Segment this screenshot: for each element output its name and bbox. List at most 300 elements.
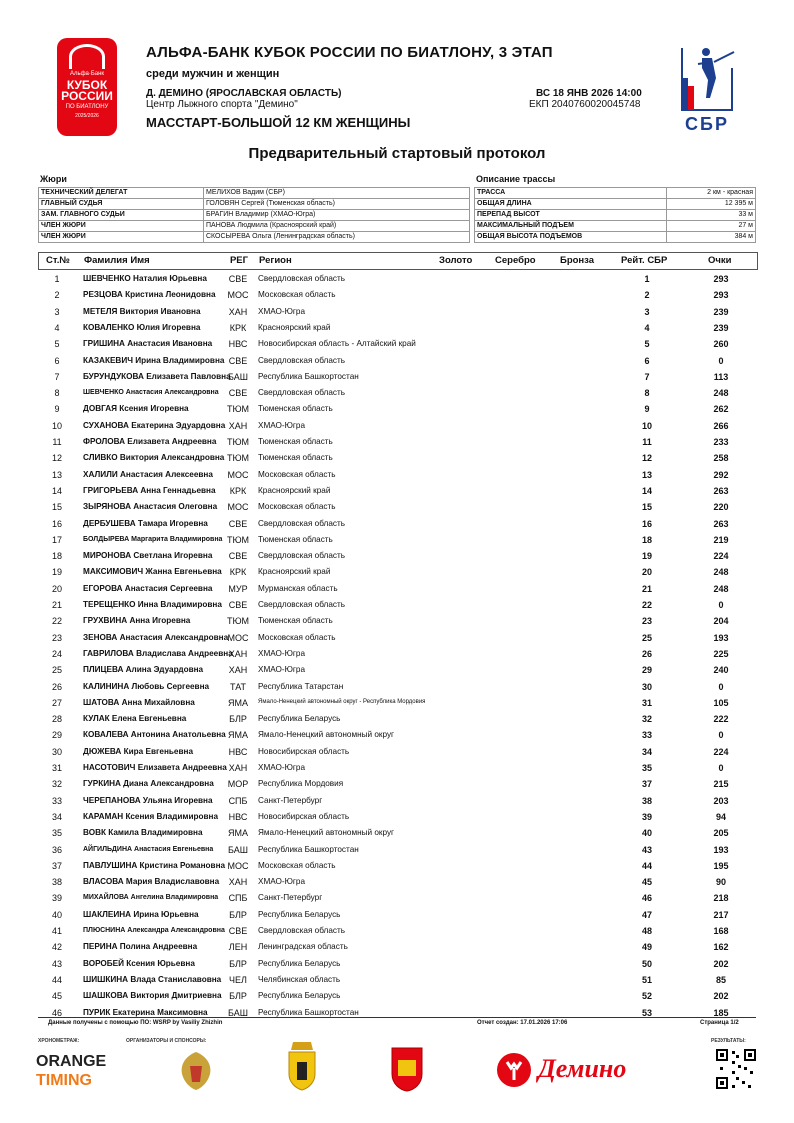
region-name: Свердловская область bbox=[258, 274, 345, 283]
table-row[interactable] bbox=[38, 825, 756, 841]
sbr-rank: 31 bbox=[641, 697, 652, 708]
start-number: 29 bbox=[51, 730, 62, 741]
table-row[interactable] bbox=[38, 385, 756, 401]
region-code: ЧЕЛ bbox=[229, 974, 247, 985]
jury-label: ТЕХНИЧЕСКИЙ ДЕЛЕГАТ bbox=[39, 188, 204, 199]
timing-label: ХРОНОМЕТРАЖ: bbox=[38, 1038, 80, 1044]
athlete-name: ГРИГОРЬЕВА Анна Геннадьевна bbox=[83, 485, 216, 495]
district-emblem-icon bbox=[390, 1046, 424, 1092]
table-row[interactable] bbox=[38, 956, 756, 972]
start-number: 42 bbox=[51, 942, 62, 953]
course-row bbox=[475, 221, 756, 232]
jury-row bbox=[39, 210, 470, 221]
region-code: ТЮМ bbox=[226, 404, 250, 415]
start-number: 40 bbox=[51, 909, 62, 920]
table-row[interactable] bbox=[38, 939, 756, 955]
region-code: БЛР bbox=[229, 909, 247, 920]
region-code: НВС bbox=[228, 811, 248, 822]
table-row[interactable] bbox=[38, 483, 756, 499]
points: 258 bbox=[713, 453, 729, 464]
jury-table bbox=[38, 187, 470, 243]
sbr-rank: 49 bbox=[641, 942, 652, 953]
points: 203 bbox=[713, 795, 729, 806]
region-name: Ямало-Ненецкий автономный округ bbox=[258, 730, 395, 740]
course-row bbox=[475, 199, 756, 210]
region-code: ХАН bbox=[228, 648, 248, 659]
points: 205 bbox=[713, 828, 729, 839]
region-code: МОС bbox=[227, 860, 249, 871]
region-code: БЛР bbox=[229, 991, 247, 1002]
athlete-name: ПАВЛУШИНА Кристина Романовна bbox=[83, 860, 226, 870]
region-code: НВС bbox=[228, 746, 248, 757]
region-code: СВЕ bbox=[228, 600, 248, 610]
region-code: КРК bbox=[229, 485, 247, 496]
sbr-rank: 18 bbox=[641, 534, 652, 545]
athlete-name: КОВАЛЕНКО Юлия Игоревна bbox=[83, 322, 201, 332]
course-label: ПЕРЕПАД ВЫСОТ bbox=[475, 210, 667, 221]
table-row[interactable] bbox=[38, 499, 756, 515]
sbr-rank: 50 bbox=[641, 958, 652, 969]
start-number: 24 bbox=[51, 648, 62, 659]
sbr-rank: 12 bbox=[641, 453, 652, 464]
points: 0 bbox=[718, 763, 724, 773]
region-name: Мурманская область bbox=[258, 583, 338, 593]
course-row bbox=[475, 188, 756, 199]
athlete-name: ШАКЛЕИНА Ирина Юрьевна bbox=[83, 909, 199, 919]
course-label: ОБЩАЯ ДЛИНА bbox=[475, 199, 667, 210]
athlete-name: ГУРКИНА Диана Александровна bbox=[83, 779, 214, 789]
sbr-rank: 13 bbox=[641, 469, 652, 480]
region-name: Московская область bbox=[258, 632, 336, 642]
orange-timing-line1: ORANGE bbox=[36, 1053, 107, 1070]
col-gold: Золото bbox=[439, 255, 473, 266]
region-code: СВЕ bbox=[228, 551, 248, 562]
course-row bbox=[475, 210, 756, 221]
athlete-name: КАРАМАН Ксения Владимировна bbox=[83, 811, 219, 821]
sbr-rank: 43 bbox=[641, 844, 652, 855]
table-header bbox=[38, 252, 758, 270]
jury-value: ПАНОВА Людмила (Красноярский край) bbox=[204, 221, 470, 232]
athlete-name: КАЗАКЕВИЧ Ирина Владимировна bbox=[83, 355, 225, 365]
table-row[interactable] bbox=[38, 467, 756, 483]
sbr-rank: 33 bbox=[641, 730, 652, 741]
table-row[interactable] bbox=[38, 858, 756, 874]
sbr-rank: 20 bbox=[641, 567, 652, 578]
points: 202 bbox=[713, 991, 729, 1002]
col-no: Ст.№ bbox=[46, 255, 70, 266]
start-number: 10 bbox=[51, 420, 62, 431]
ekp-code: ЕКП 2040760020045748 bbox=[529, 99, 641, 110]
col-silver: Серебро bbox=[495, 255, 536, 266]
start-number: 21 bbox=[51, 600, 62, 610]
region-name: Ленинградская область bbox=[258, 942, 348, 952]
table-row[interactable] bbox=[38, 809, 756, 825]
start-number: 34 bbox=[51, 811, 62, 822]
points: 225 bbox=[713, 648, 729, 659]
points: 263 bbox=[713, 485, 729, 496]
table-row[interactable] bbox=[38, 434, 756, 450]
athlete-name: ШАШКОВА Виктория Дмитриевна bbox=[83, 991, 222, 1001]
start-number: 17 bbox=[51, 534, 62, 545]
region-name: Санкт-Петербург bbox=[258, 893, 323, 903]
athlete-name: ВОВК Камила Владимировна bbox=[83, 828, 203, 838]
jury-label: ЗАМ. ГЛАВНОГО СУДЬИ bbox=[39, 210, 204, 221]
cup-logo-sponsor: Альфа·Банк bbox=[69, 71, 105, 77]
athlete-name: БУРУНДУКОВА Елизавета Павловна bbox=[83, 371, 231, 381]
cup-logo-title: КУБОК РОССИИ bbox=[61, 78, 113, 103]
points: 193 bbox=[713, 844, 729, 855]
table-row[interactable] bbox=[38, 907, 756, 923]
sbr-rank: 26 bbox=[641, 648, 652, 659]
sbr-rank: 22 bbox=[641, 600, 652, 610]
jury-row bbox=[39, 199, 470, 210]
athlete-name: ПЕРИНА Полина Андреевна bbox=[83, 942, 198, 952]
table-row[interactable] bbox=[38, 630, 756, 646]
start-number: 20 bbox=[51, 583, 62, 594]
table-row[interactable] bbox=[38, 450, 756, 466]
table-row[interactable] bbox=[38, 271, 756, 287]
cup-logo-ring-icon bbox=[69, 44, 105, 69]
points: 240 bbox=[713, 665, 729, 676]
points: 248 bbox=[713, 388, 729, 399]
points: 162 bbox=[713, 942, 729, 953]
table-row[interactable] bbox=[38, 369, 756, 385]
sbr-rank: 5 bbox=[644, 339, 650, 350]
table-row[interactable] bbox=[38, 744, 756, 760]
region-name: ХМАО-Югра bbox=[258, 420, 306, 430]
region-code: ХАН bbox=[228, 306, 248, 317]
region-name: Свердловская область bbox=[258, 600, 345, 609]
points: 168 bbox=[713, 926, 729, 936]
sbr-rank: 52 bbox=[641, 991, 652, 1002]
start-number: 27 bbox=[51, 697, 62, 708]
table-row[interactable] bbox=[38, 548, 756, 564]
athlete-name: ДЕРБУШЕВА Тамара Игоревна bbox=[83, 518, 208, 528]
athlete-name: КАЛИНИНА Любовь Сергеевна bbox=[83, 681, 210, 691]
points: 220 bbox=[713, 502, 729, 513]
russia-ministry-emblem-icon bbox=[176, 1048, 216, 1092]
start-number: 43 bbox=[51, 958, 62, 969]
region-name: Ямало-Ненецкий автономный округ bbox=[258, 828, 395, 838]
region-name: Тюменская область bbox=[258, 534, 333, 544]
athlete-name: НАСОТОВИЧ Елизавета Андреевна bbox=[83, 763, 227, 772]
course-value: 33 м bbox=[667, 210, 756, 221]
start-number: 31 bbox=[51, 763, 62, 773]
region-name: Ямало-Ненецкий автономный округ - Республика Мордовия bbox=[258, 698, 426, 705]
table-row[interactable] bbox=[38, 1005, 756, 1021]
jury-value: СКОСЫРЕВА Ольга (Ленинградская область) bbox=[204, 232, 470, 243]
sbr-rank: 2 bbox=[644, 290, 650, 301]
sbr-rank: 11 bbox=[642, 437, 652, 447]
sbr-rank: 45 bbox=[641, 877, 652, 888]
venue: Д. ДЕМИНО (ЯРОСЛАВСКАЯ ОБЛАСТЬ) bbox=[146, 88, 342, 99]
sbr-rank: 14 bbox=[641, 485, 652, 496]
region-code: МОР bbox=[227, 779, 249, 790]
jury-label: ГЛАВНЫЙ СУДЬЯ bbox=[39, 199, 204, 210]
start-number: 9 bbox=[54, 404, 60, 415]
start-number: 22 bbox=[51, 616, 62, 627]
event-title: АЛЬФА-БАНК КУБОК РОССИИ ПО БИАТЛОНУ, 3 ЭТАП bbox=[146, 44, 553, 61]
athlete-name: ЧЕРЕПАНОВА Ульяна Игоревна bbox=[83, 795, 213, 805]
sbr-rank: 16 bbox=[641, 518, 652, 529]
athlete-name: МЕТЕЛЯ Виктория Ивановна bbox=[83, 306, 201, 316]
jury-value: БРАГИН Владимир (ХМАО-Югра) bbox=[204, 210, 470, 221]
course-value: 2 км - красная bbox=[667, 188, 756, 199]
region-code: СПБ bbox=[228, 795, 248, 806]
points: 204 bbox=[713, 616, 729, 627]
region-code: МОС bbox=[227, 290, 249, 301]
points: 292 bbox=[713, 469, 729, 480]
table-row[interactable] bbox=[38, 988, 756, 1004]
region-name: Челябинская область bbox=[258, 974, 341, 984]
orange-timing-line2: TIMING bbox=[36, 1072, 92, 1089]
table-row[interactable] bbox=[38, 304, 756, 320]
sbr-rank: 35 bbox=[641, 763, 652, 773]
cup-logo-season: 2025/2026 bbox=[75, 113, 99, 119]
jury-value: ГОЛОВЯН Сергей (Тюменская область) bbox=[204, 199, 470, 210]
col-name: Фамилия Имя bbox=[84, 255, 150, 266]
sbr-rank: 48 bbox=[641, 926, 652, 936]
course-table bbox=[474, 187, 756, 243]
points: 233 bbox=[713, 437, 729, 447]
table-row[interactable] bbox=[38, 711, 756, 727]
region-code: ТЮМ bbox=[226, 616, 250, 627]
region-code: БЛР bbox=[229, 714, 247, 725]
athlete-name: МИХАЙЛОВА Ангелина Владимировна bbox=[83, 894, 219, 902]
region-name: Московская область bbox=[258, 469, 336, 479]
points: 239 bbox=[713, 306, 729, 317]
region-code: ХАН bbox=[228, 877, 248, 888]
start-number: 37 bbox=[51, 860, 62, 871]
table-row[interactable] bbox=[38, 613, 756, 629]
region-code: ХАН bbox=[228, 665, 248, 676]
points: 215 bbox=[713, 779, 729, 790]
table-row[interactable] bbox=[38, 597, 756, 613]
start-number: 30 bbox=[51, 746, 62, 757]
sbr-rank: 3 bbox=[644, 306, 650, 317]
venue-center: Центр Лыжного спорта "Демино" bbox=[146, 99, 298, 110]
table-row[interactable] bbox=[38, 923, 756, 939]
yaroslavl-region-emblem-icon bbox=[285, 1040, 319, 1092]
region-name: ХМАО-Югра bbox=[258, 763, 306, 772]
points: 195 bbox=[713, 860, 729, 871]
table-row[interactable] bbox=[38, 532, 756, 548]
athlete-name: ЕГОРОВА Анастасия Сергеевна bbox=[83, 583, 213, 593]
course-label: ОБЩАЯ ВЫСОТА ПОДЪЕМОВ bbox=[475, 232, 667, 243]
points: 0 bbox=[718, 600, 724, 610]
region-code: ТЮМ bbox=[226, 534, 250, 545]
start-number: 33 bbox=[51, 795, 62, 806]
footer-divider bbox=[38, 1017, 756, 1018]
region-code: СВЕ bbox=[228, 926, 248, 936]
table-row[interactable] bbox=[38, 776, 756, 792]
region-name: Красноярский край bbox=[258, 567, 331, 577]
start-number: 15 bbox=[51, 502, 62, 513]
region-name: Тюменская область bbox=[258, 404, 333, 414]
start-number: 25 bbox=[51, 665, 62, 676]
region-name: ХМАО-Югра bbox=[258, 648, 306, 658]
points: 293 bbox=[713, 290, 729, 301]
athlete-name: ПЛИЦЕВА Алина Эдуардовна bbox=[83, 665, 204, 675]
start-number: 1 bbox=[54, 274, 60, 284]
col-reg: РЕГ bbox=[229, 255, 249, 266]
athlete-name: ДОВГАЯ Ксения Игоревна bbox=[83, 404, 189, 414]
sbr-rank: 38 bbox=[641, 795, 652, 806]
start-number: 12 bbox=[51, 453, 62, 464]
region-name: Новосибирская область - Алтайский край bbox=[258, 339, 416, 349]
region-code: БЛР bbox=[229, 958, 247, 969]
region-code: ЯМА bbox=[228, 697, 248, 708]
start-number: 46 bbox=[51, 1007, 62, 1018]
cup-logo-subtitle: ПО БИАТЛОНУ bbox=[65, 104, 109, 110]
region-name: Республика Беларусь bbox=[258, 909, 341, 919]
table-row[interactable] bbox=[38, 581, 756, 597]
start-number: 4 bbox=[54, 322, 60, 333]
table-row[interactable] bbox=[38, 972, 756, 988]
table-row[interactable] bbox=[38, 287, 756, 303]
start-number: 19 bbox=[51, 567, 62, 578]
start-number: 6 bbox=[54, 355, 60, 366]
region-name: Санкт-Петербург bbox=[258, 795, 323, 805]
start-number: 36 bbox=[51, 844, 62, 855]
table-row[interactable] bbox=[38, 695, 756, 711]
region-name: Республика Беларусь bbox=[258, 714, 341, 724]
table-row[interactable] bbox=[38, 418, 756, 434]
table-row[interactable] bbox=[38, 401, 756, 417]
region-name: Республика Татарстан bbox=[258, 681, 344, 691]
event-subtitle: среди мужчин и женщин bbox=[146, 68, 280, 80]
footer-page: Страница 1/2 bbox=[700, 1020, 739, 1026]
jury-heading: Жюри bbox=[40, 174, 67, 184]
sbr-rank: 32 bbox=[641, 714, 652, 725]
sbr-rank: 21 bbox=[641, 583, 652, 594]
athlete-name: ЗЕНОВА Анастасия Александровна bbox=[83, 632, 229, 642]
region-code: ЯМА bbox=[228, 730, 248, 741]
table-row[interactable] bbox=[38, 890, 756, 906]
points: 248 bbox=[713, 567, 729, 578]
sbr-rank: 15 bbox=[641, 502, 652, 513]
points: 224 bbox=[713, 746, 729, 757]
table-row[interactable] bbox=[38, 679, 756, 695]
sbr-rank: 10 bbox=[641, 420, 652, 431]
points: 0 bbox=[718, 355, 724, 366]
table-row[interactable] bbox=[38, 336, 756, 352]
table-row[interactable] bbox=[38, 320, 756, 336]
table-row[interactable] bbox=[38, 646, 756, 662]
sbr-rank: 47 bbox=[641, 909, 652, 920]
athlete-name: КОВАЛЕВА Антонина Анатольевна bbox=[83, 730, 226, 740]
col-rank: Рейт. СБР bbox=[621, 255, 668, 266]
sbr-rank: 4 bbox=[644, 322, 650, 333]
sbr-rank: 9 bbox=[644, 404, 650, 415]
region-name: Новосибирская область bbox=[258, 811, 350, 821]
region-code: КРК bbox=[229, 567, 247, 578]
table-row[interactable] bbox=[38, 842, 756, 858]
athlete-name: СУХАНОВА Екатерина Эдуардовна bbox=[83, 420, 226, 430]
table-row[interactable] bbox=[38, 353, 756, 369]
cup-logo bbox=[57, 38, 117, 136]
athlete-name: БОЛДЫРЕВА Маргарита Владимировна bbox=[83, 535, 223, 543]
sbr-rank: 53 bbox=[641, 1007, 652, 1018]
demino-logo bbox=[496, 1050, 646, 1090]
qr-code-icon[interactable] bbox=[714, 1047, 758, 1091]
start-number: 41 bbox=[51, 926, 62, 936]
region-code: СПБ bbox=[228, 893, 248, 904]
athlete-name: МИРОНОВА Светлана Игоревна bbox=[83, 551, 213, 561]
region-name: Тюменская область bbox=[258, 616, 333, 626]
region-name: Тюменская область bbox=[258, 437, 333, 446]
demino-logo-text: Демино bbox=[538, 1054, 627, 1083]
race-date: ВС 18 ЯНВ 2026 14:00 bbox=[536, 88, 642, 99]
start-number: 14 bbox=[51, 485, 62, 496]
sbr-rank: 23 bbox=[641, 616, 652, 627]
points: 193 bbox=[713, 632, 729, 643]
athlete-name: ГРИШИНА Анастасия Ивановна bbox=[83, 339, 213, 349]
jury-row bbox=[39, 188, 470, 199]
region-name: Республика Беларусь bbox=[258, 991, 341, 1001]
sbr-rank: 7 bbox=[644, 371, 650, 382]
region-name: Республика Мордовия bbox=[258, 779, 344, 789]
points: 202 bbox=[713, 958, 729, 969]
region-code: КРК bbox=[229, 322, 247, 333]
points: 0 bbox=[718, 730, 724, 741]
region-code: БАШ bbox=[228, 844, 248, 855]
table-row[interactable] bbox=[38, 874, 756, 890]
footer-data-source: Данные получены с помощью ПО: WSRP by Vasiliy Zhizhin bbox=[48, 1020, 223, 1026]
region-name: Республика Башкортостан bbox=[258, 844, 359, 854]
jury-row bbox=[39, 221, 470, 232]
table-row[interactable] bbox=[38, 662, 756, 678]
points: 222 bbox=[713, 714, 729, 725]
course-value: 27 м bbox=[667, 221, 756, 232]
start-number: 23 bbox=[51, 632, 62, 643]
course-value: 384 м bbox=[667, 232, 756, 243]
table-row[interactable] bbox=[38, 760, 756, 776]
athlete-name: ПЛЮСНИНА Александра Александровна bbox=[83, 927, 225, 934]
points: 85 bbox=[715, 974, 726, 985]
athlete-name: ШЕВЧЕНКО Анастасия Александровна bbox=[83, 389, 219, 397]
table-row[interactable] bbox=[38, 727, 756, 743]
sbr-rank: 37 bbox=[641, 779, 652, 790]
sbr-rank: 39 bbox=[641, 811, 652, 822]
table-row[interactable] bbox=[38, 516, 756, 532]
orange-timing-logo bbox=[36, 1052, 107, 1092]
region-name: ХМАО-Югра bbox=[258, 306, 306, 316]
region-code: БАШ bbox=[228, 371, 248, 382]
athlete-name: КУЛАК Елена Евгеньевна bbox=[83, 714, 187, 724]
course-row bbox=[475, 232, 756, 243]
points: 105 bbox=[713, 697, 729, 708]
region-code: НВС bbox=[228, 339, 248, 350]
region-code: ЛЕН bbox=[228, 942, 248, 953]
table-row[interactable] bbox=[38, 564, 756, 580]
footer-created: Отчет создан: 17.01.2026 17:06 bbox=[477, 1020, 568, 1026]
points: 239 bbox=[713, 322, 729, 333]
region-name: Свердловская область bbox=[258, 388, 345, 398]
sbr-rank: 6 bbox=[644, 355, 650, 366]
demino-deer-icon bbox=[496, 1052, 532, 1088]
table-row[interactable] bbox=[38, 793, 756, 809]
region-name: Свердловская область bbox=[258, 551, 345, 561]
region-code: ХАН bbox=[228, 763, 248, 773]
region-name: Московская область bbox=[258, 860, 336, 870]
col-points: Очки bbox=[708, 255, 732, 266]
region-name: Московская область bbox=[258, 502, 336, 512]
points: 94 bbox=[715, 811, 726, 822]
region-name: Красноярский край bbox=[258, 322, 331, 332]
athlete-name: ШИШКИНА Влада Станиславовна bbox=[83, 974, 222, 984]
start-number: 38 bbox=[51, 877, 62, 888]
